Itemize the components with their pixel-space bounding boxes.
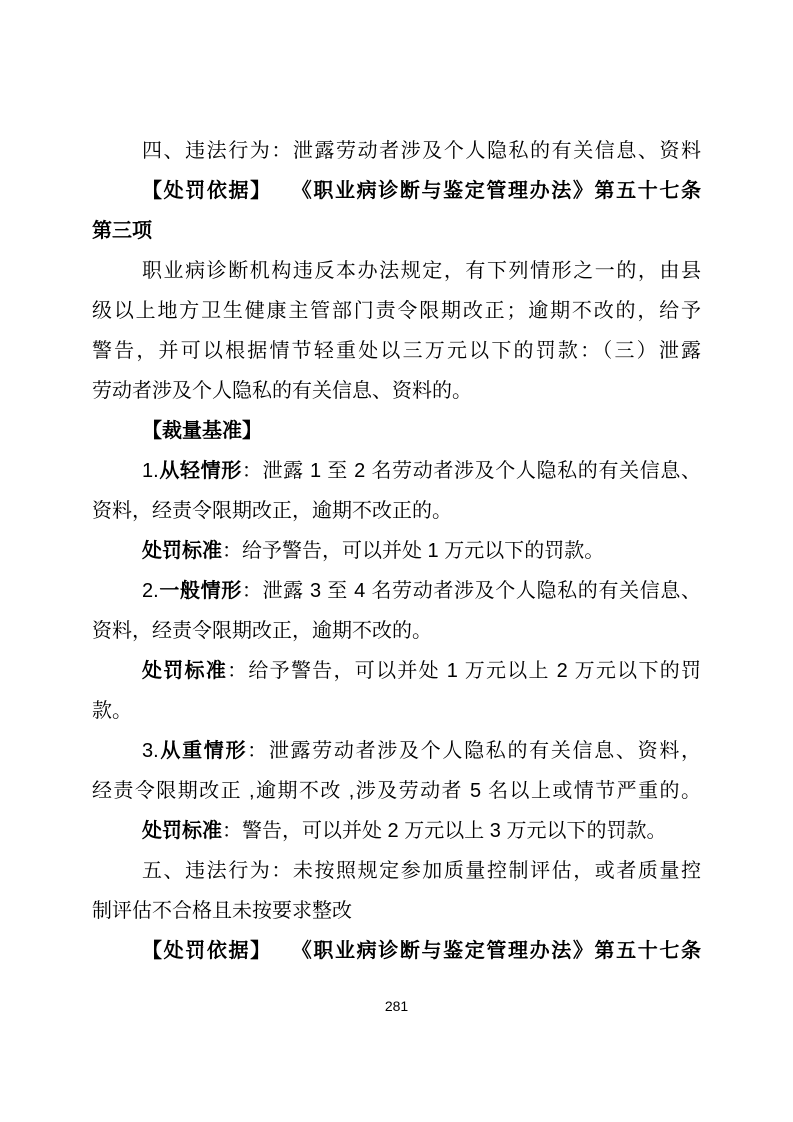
severe-penalty-text: ：警告，可以并处 2 万元以上 3 万元以下的罚款。 xyxy=(222,820,667,842)
general-case-text-2: 资料，经责令限期改正，逾期不改的。 xyxy=(92,620,432,642)
general-case-text-1: ：泄露 3 至 4 名劳动者涉及个人隐私的有关信息、 xyxy=(241,580,701,602)
law-text-1: 职业病诊断机构违反本办法规定，有下列情形之一的，由县 xyxy=(142,260,701,282)
violation5-title-line-2 xyxy=(92,891,701,931)
general-penalty-term: 处罚标准 xyxy=(142,660,228,682)
severe-case-text-2: 经责令限期改正 ,逾期不改 ,涉及劳动者 5 名以上或情节严重的。 xyxy=(92,780,701,802)
law-text-4: 劳动者涉及个人隐私的有关信息、资料的。 xyxy=(92,380,472,402)
severe-case-number: 3. xyxy=(142,740,159,762)
general-case-number: 2. xyxy=(142,580,159,602)
violation5-title-text-2: 制评估不合格且未按要求整改 xyxy=(92,900,352,922)
general-penalty-line-1 xyxy=(92,651,701,691)
page-number: 281 xyxy=(384,998,409,1014)
lenient-penalty-line xyxy=(92,531,701,571)
general-penalty-text-2: 款。 xyxy=(92,700,132,722)
lenient-penalty-text: ：给予警告，可以并处 1 万元以下的罚款。 xyxy=(222,540,605,562)
document-body xyxy=(92,131,701,971)
law-text-3: 警告，并可以根据情节轻重处以三万元以下的罚款：（三）泄露 xyxy=(92,340,701,362)
violation4-title-text: 四、违法行为：泄露劳动者涉及个人隐私的有关信息、资料 xyxy=(142,140,701,162)
general-case-line-2 xyxy=(92,611,701,651)
violation4-basis-continuation-line xyxy=(92,211,701,251)
violation4-basis-line xyxy=(92,171,701,211)
penalty-basis-ref-continuation: 第三项 xyxy=(92,220,152,242)
violation5-basis-line xyxy=(92,931,701,971)
lenient-case-number: 1. xyxy=(142,460,159,482)
general-case-term: 一般情形 xyxy=(158,580,242,602)
general-penalty-line-2 xyxy=(92,691,701,731)
lenient-case-text-1: ：泄露 1 至 2 名劳动者涉及个人隐私的有关信息、 xyxy=(241,460,701,482)
law-text-line-2 xyxy=(92,291,701,331)
lenient-penalty-term: 处罚标准 xyxy=(142,540,222,562)
law-text-line-3 xyxy=(92,331,701,371)
law-text-line-4 xyxy=(92,371,701,411)
lenient-case-line-2 xyxy=(92,491,701,531)
severe-case-text-1: ：泄露劳动者涉及个人隐私的有关信息、资料， xyxy=(247,740,702,762)
lenient-case-term: 从轻情形 xyxy=(158,460,242,482)
general-case-line-1 xyxy=(92,571,701,611)
severe-case-term: 从重情形 xyxy=(158,740,248,762)
severe-case-line-1 xyxy=(92,731,701,771)
penalty-basis-ref: 《职业病诊断与鉴定管理办法》第五十七条 xyxy=(301,180,701,202)
penalty-basis-label-2: 【处罚依据】 xyxy=(142,940,272,962)
penalty-basis-label: 【处罚依据】 xyxy=(142,180,272,202)
lenient-case-line-1 xyxy=(92,451,701,491)
lenient-case-text-2: 资料，经责令限期改正，逾期不改正的。 xyxy=(92,500,452,522)
severe-penalty-term: 处罚标准 xyxy=(142,820,222,842)
violation5-title-text-1: 五、违法行为：未按照规定参加质量控制评估，或者质量控 xyxy=(142,860,701,882)
violation5-title-line-1 xyxy=(92,851,701,891)
general-penalty-text-1: ：给予警告，可以并处 1 万元以上 2 万元以下的罚 xyxy=(227,660,701,682)
severe-case-line-2 xyxy=(92,771,701,811)
severe-penalty-line xyxy=(92,811,701,851)
penalty-basis-ref-2: 《职业病诊断与鉴定管理办法》第五十七条 xyxy=(301,940,701,962)
benchmark-heading-line xyxy=(92,411,701,451)
violation4-title-line xyxy=(92,131,701,171)
law-text-2: 级以上地方卫生健康主管部门责令限期改正；逾期不改的，给予 xyxy=(92,300,701,322)
benchmark-heading-text: 【裁量基准】 xyxy=(142,420,262,442)
law-text-line-1 xyxy=(92,251,701,291)
